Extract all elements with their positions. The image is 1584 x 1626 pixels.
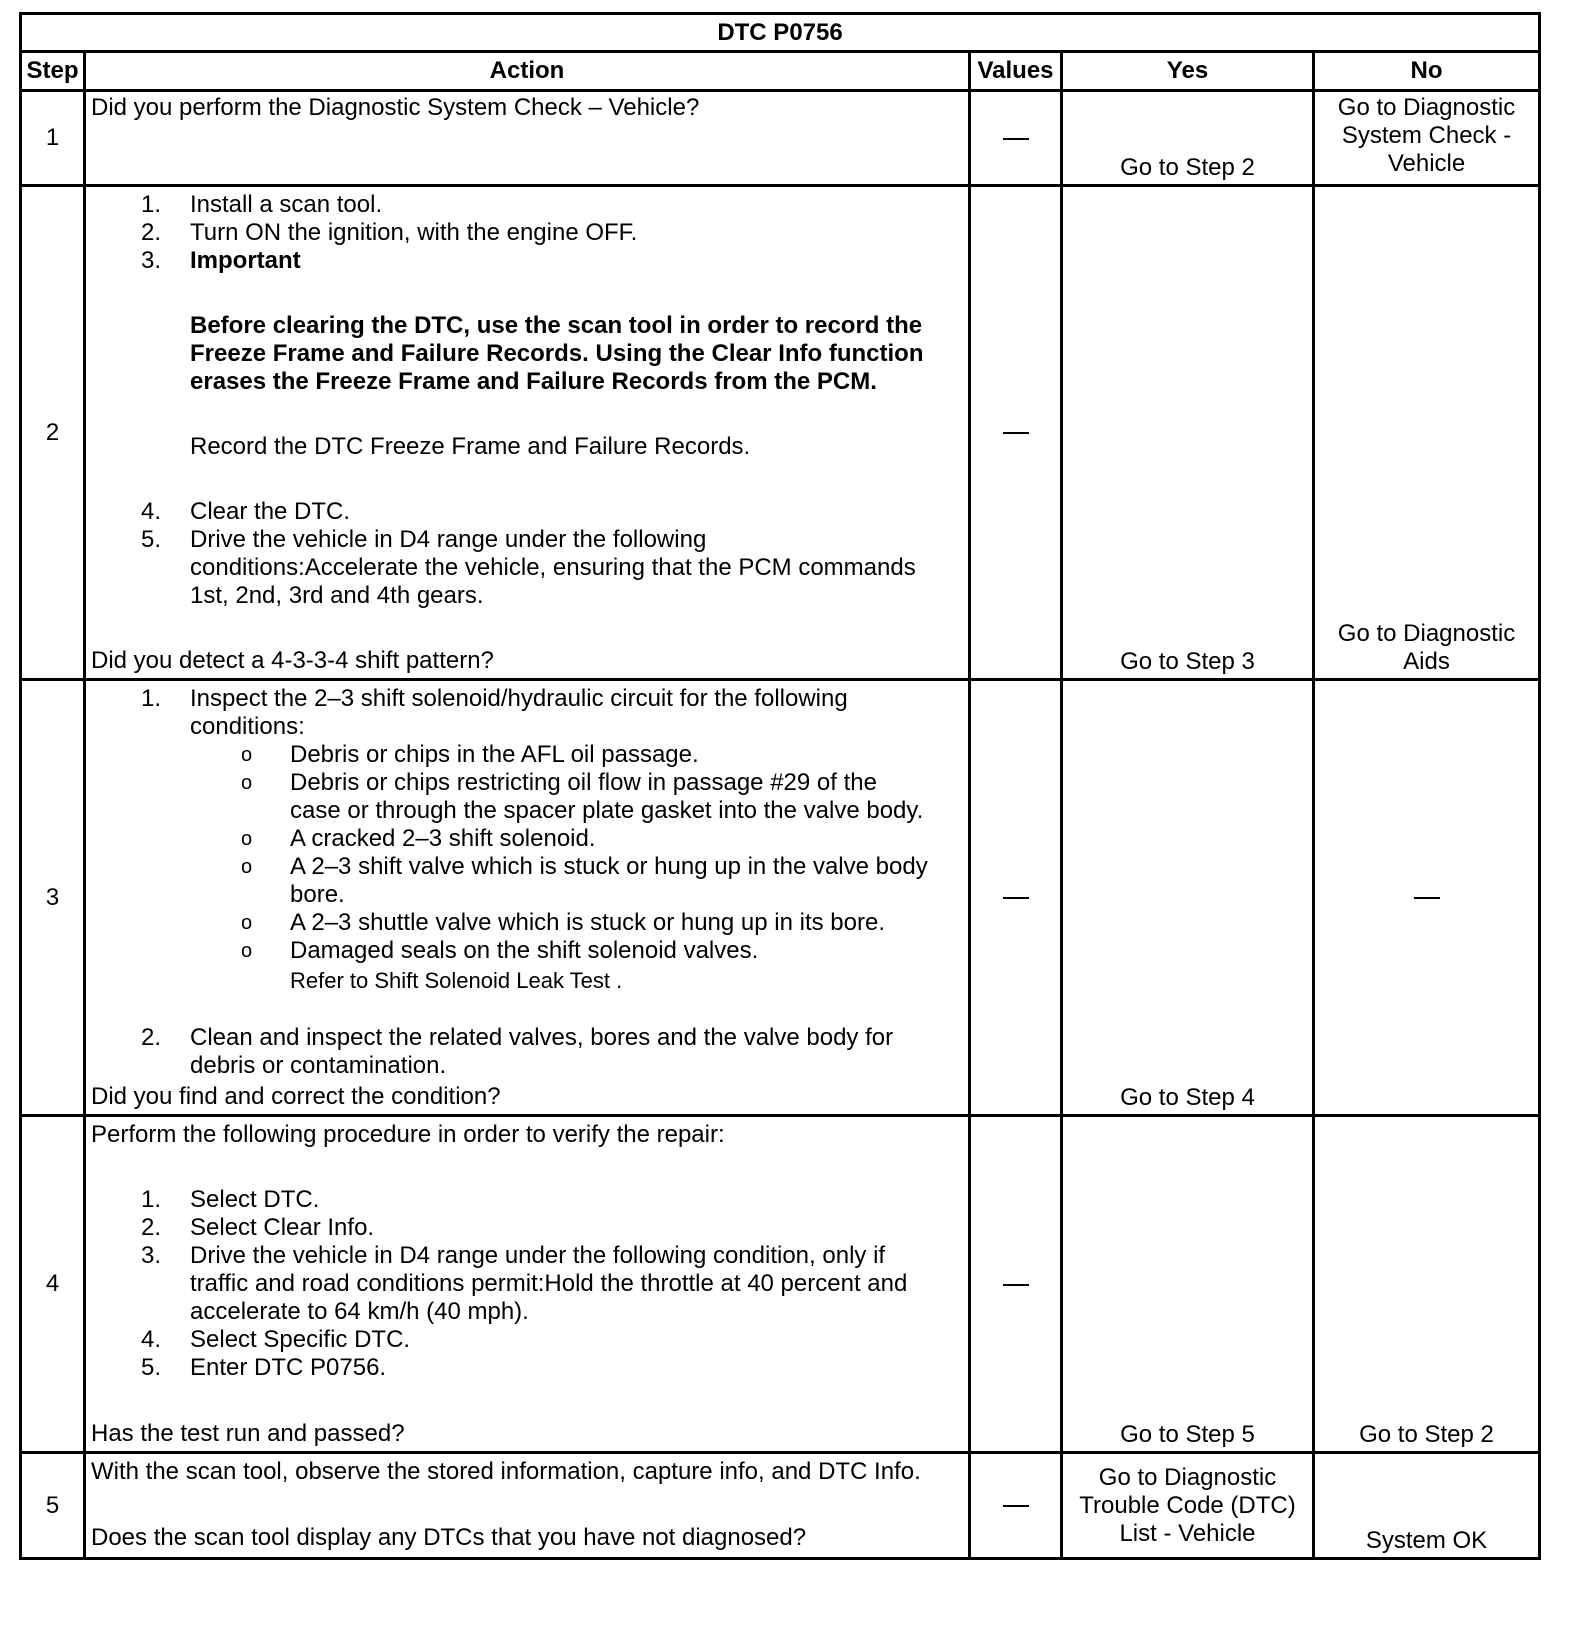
- header-yes: Yes: [1062, 52, 1314, 91]
- no-cell: [1314, 91, 1540, 186]
- bullet-text: case or through the spacer plate gasket into the valve body.: [290, 797, 924, 824]
- dtc-table: [19, 12, 1541, 1560]
- item-number: 1.: [141, 191, 162, 218]
- item-text: Inspect the 2–3 shift solenoid/hydraulic circuit for the following: [190, 685, 848, 712]
- header-no: No: [1314, 52, 1540, 91]
- important-label: Important: [190, 247, 301, 274]
- no-line: Vehicle: [1387, 150, 1466, 177]
- table-row: [21, 1116, 1540, 1453]
- no-link[interactable]: [1315, 620, 1538, 676]
- header-row: [21, 52, 1540, 91]
- item-number: 4.: [141, 1326, 162, 1353]
- no-link[interactable]: Go to Step 2: [1359, 1421, 1494, 1448]
- item-number: 3.: [141, 247, 162, 274]
- item-text: conditions:: [190, 713, 305, 740]
- yes-cell: [1062, 680, 1314, 1116]
- item-text: debris or contamination.: [190, 1052, 447, 1079]
- step-number: 3: [21, 680, 85, 1116]
- question: Did you perform the Diagnostic System Check – Vehicle?: [91, 94, 700, 121]
- item-number: 2.: [141, 1024, 162, 1051]
- item-text: Turn ON the ignition, with the engine OFF.: [190, 219, 638, 246]
- yes-line: List - Vehicle: [1119, 1519, 1256, 1547]
- bullet-icon: o: [241, 772, 253, 794]
- yes-cell: [1062, 91, 1314, 186]
- dash-mark: [1003, 1505, 1029, 1507]
- item-number: 2.: [141, 1214, 162, 1241]
- action-cell: [85, 1116, 970, 1453]
- item-text: Clean and inspect the related valves, bores and the valve body for: [190, 1024, 894, 1051]
- bullet-text: Damaged seals on the shift solenoid valves.: [290, 937, 759, 964]
- bullet-icon: o: [241, 940, 253, 962]
- item-text: conditions:Accelerate the vehicle, ensuring that the PCM commands: [190, 554, 916, 581]
- item-number: 1.: [141, 685, 162, 712]
- item-number: 5.: [141, 526, 162, 553]
- question: Did you detect a 4-3-3-4 shift pattern?: [91, 647, 494, 674]
- action-cell: [85, 91, 970, 186]
- bullet-text: A 2–3 shift valve which is stuck or hung up in the valve body: [290, 853, 928, 880]
- question: Does the scan tool display any DTCs that you have not diagnosed?: [91, 1524, 807, 1551]
- bullet-icon: o: [241, 828, 253, 850]
- no-line: Go to Diagnostic: [1337, 620, 1516, 647]
- item-number: 4.: [141, 498, 162, 525]
- action-text: With the scan tool, observe the stored information, capture info, and DTC Info.: [91, 1458, 921, 1485]
- yes-link[interactable]: Go to Step 5: [1120, 1421, 1255, 1448]
- header-action: Action: [85, 52, 970, 91]
- no-cell: [1314, 186, 1540, 680]
- values-cell: [970, 186, 1062, 680]
- question: Has the test run and passed?: [91, 1420, 405, 1447]
- table-row: [21, 91, 1540, 186]
- important-text: Before clearing the DTC, use the scan tool in order to record the: [190, 312, 923, 339]
- bullet-text: bore.: [290, 881, 345, 908]
- intro-text: Perform the following procedure in order to verify the repair:: [91, 1121, 725, 1148]
- item-text: Drive the vehicle in D4 range under the following condition, only if: [190, 1242, 886, 1269]
- no-line: System Check -: [1341, 122, 1512, 149]
- yes-line: Trouble Code (DTC): [1079, 1491, 1296, 1519]
- dash-mark: [1003, 138, 1029, 140]
- values-cell: [970, 680, 1062, 1116]
- yes-link[interactable]: Go to Step 3: [1120, 648, 1255, 675]
- yes-link[interactable]: Go to Step 2: [1120, 154, 1255, 181]
- action-cell: [85, 1453, 970, 1559]
- dash-mark: [1414, 897, 1440, 899]
- item-number: 2.: [141, 219, 162, 246]
- table-row: [21, 186, 1540, 680]
- bullet-text: A cracked 2–3 shift solenoid.: [290, 825, 596, 852]
- table-row: [21, 1453, 1540, 1559]
- yes-link[interactable]: [1063, 1464, 1312, 1548]
- step-number: 5: [21, 1453, 85, 1559]
- bullet-icon: o: [241, 912, 253, 934]
- no-line: Go to Diagnostic: [1337, 94, 1516, 121]
- item-text: traffic and road conditions permit:Hold the throttle at 40 percent and: [190, 1270, 908, 1297]
- no-cell: [1314, 1116, 1540, 1453]
- yes-cell: [1062, 1116, 1314, 1453]
- yes-cell: [1062, 1453, 1314, 1559]
- question: Did you find and correct the condition?: [91, 1083, 501, 1110]
- bullet-icon: o: [241, 856, 253, 878]
- item-text: Enter DTC P0756.: [190, 1354, 387, 1381]
- record-text: Record the DTC Freeze Frame and Failure Records.: [190, 433, 751, 460]
- header-values: Values: [970, 52, 1062, 91]
- important-text: erases the Freeze Frame and Failure Records from the PCM.: [190, 368, 877, 395]
- yes-line: Go to Diagnostic: [1098, 1463, 1277, 1491]
- bullet-text: Debris or chips in the AFL oil passage.: [290, 741, 699, 768]
- item-text: Install a scan tool.: [190, 191, 383, 218]
- refer-link[interactable]: Refer to Shift Solenoid Leak Test .: [290, 968, 623, 993]
- step-number: 4: [21, 1116, 85, 1453]
- item-text: Clear the DTC.: [190, 498, 351, 525]
- bullet-text: A 2–3 shuttle valve which is stuck or hung up in its bore.: [290, 909, 885, 936]
- item-text: 1st, 2nd, 3rd and 4th gears.: [190, 582, 484, 609]
- no-cell: [1314, 1453, 1540, 1559]
- item-text: accelerate to 64 km/h (40 mph).: [190, 1298, 529, 1325]
- important-text: Freeze Frame and Failure Records. Using the Clear Info function: [190, 340, 924, 367]
- dash-mark: [1003, 1284, 1029, 1286]
- item-text: Select Clear Info.: [190, 1214, 375, 1241]
- values-cell: [970, 91, 1062, 186]
- dash-mark: [1003, 432, 1029, 434]
- item-number: 3.: [141, 1242, 162, 1269]
- dash-mark: [1003, 897, 1029, 899]
- item-text: Select Specific DTC.: [190, 1326, 411, 1353]
- table-title: DTC P0756: [21, 14, 1540, 52]
- values-cell: [970, 1453, 1062, 1559]
- item-number: 1.: [141, 1186, 162, 1213]
- step-number: 1: [21, 91, 85, 186]
- action-cell: [85, 680, 970, 1116]
- yes-link[interactable]: Go to Step 4: [1120, 1084, 1255, 1111]
- step-number: 2: [21, 186, 85, 680]
- no-cell: [1314, 680, 1540, 1116]
- bullet-icon: o: [241, 744, 253, 766]
- action-cell: [85, 186, 970, 680]
- header-step: Step: [21, 52, 85, 91]
- item-number: 5.: [141, 1354, 162, 1381]
- no-line: Aids: [1403, 648, 1450, 675]
- yes-cell: [1062, 186, 1314, 680]
- no-link[interactable]: System OK: [1365, 1527, 1488, 1554]
- item-text: Drive the vehicle in D4 range under the following: [190, 526, 707, 553]
- bullet-text: Debris or chips restricting oil flow in passage #29 of the: [290, 769, 877, 796]
- item-text: Select DTC.: [190, 1186, 320, 1213]
- table-row: [21, 680, 1540, 1116]
- no-link[interactable]: [1315, 94, 1538, 178]
- values-cell: [970, 1116, 1062, 1453]
